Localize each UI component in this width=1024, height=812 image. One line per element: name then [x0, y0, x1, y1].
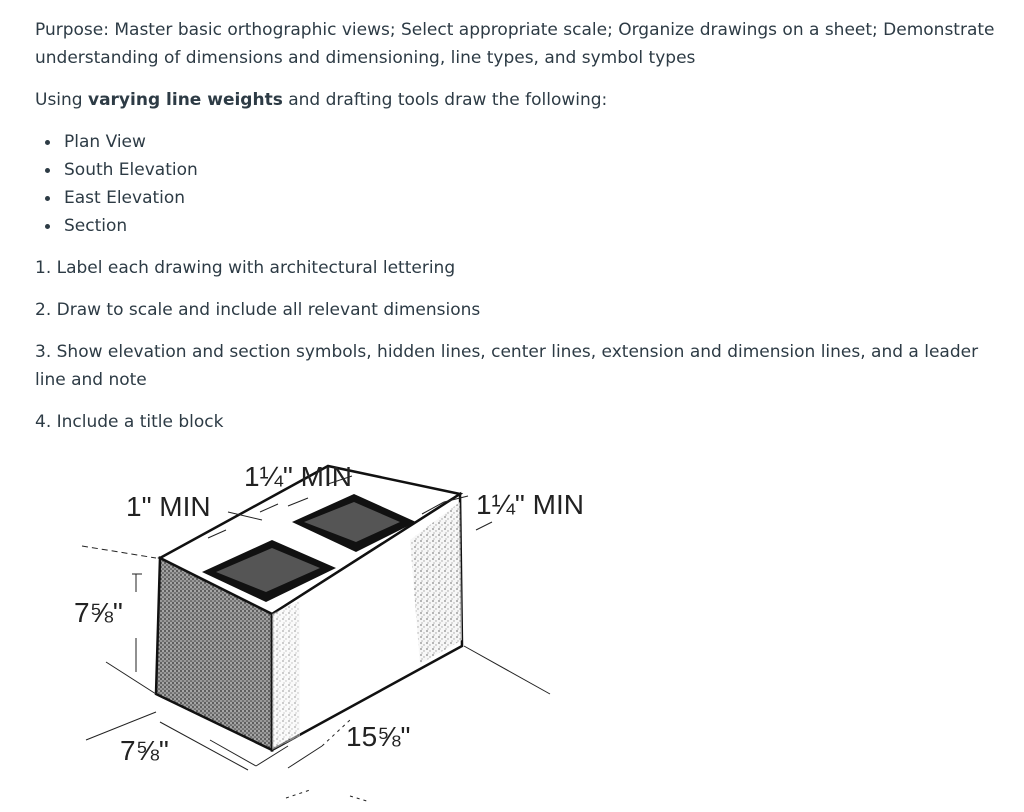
intro-text-after: and drafting tools draw the following:	[282, 90, 608, 110]
intro-text-before: Using	[35, 90, 88, 110]
views-list	[35, 128, 198, 240]
step-1: 1. Label each drawing with architectural lettering	[35, 258, 456, 278]
list-item-east-elevation: East Elevation	[64, 184, 198, 212]
step-4: 4. Include a title block	[35, 412, 224, 432]
left-shell-dimension-label: 1" MIN	[126, 491, 211, 522]
width-dimension-label: 7⅝"	[120, 735, 169, 766]
step-3: 3. Show elevation and section symbols, hidden lines, center lines, extension and dimension lines, and a leader line and note	[35, 342, 979, 390]
list-item-plan-view: Plan View	[64, 128, 198, 156]
length-dimension-label: 15⅝"	[346, 721, 411, 752]
height-dimension-label: 7⅝"	[74, 597, 123, 628]
top-web-dimension-label: 1¼" MIN	[244, 461, 352, 492]
right-shell-dimension-label: 1¼" MIN	[476, 489, 584, 520]
step-2: 2. Draw to scale and include all relevant dimensions	[35, 300, 481, 320]
intro-paragraph	[35, 86, 607, 114]
purpose-paragraph: Purpose: Master basic orthographic views; Select appropriate scale; Organize drawings on a sheet; Demonstrate understanding of dimensions and dimensioning, line types, and symbol types	[35, 20, 995, 68]
list-item-section: Section	[64, 212, 198, 240]
intro-bold-text: varying line weights	[88, 90, 283, 110]
cmu-block-figure	[60, 450, 640, 810]
list-item-south-elevation: South Elevation	[64, 156, 198, 184]
